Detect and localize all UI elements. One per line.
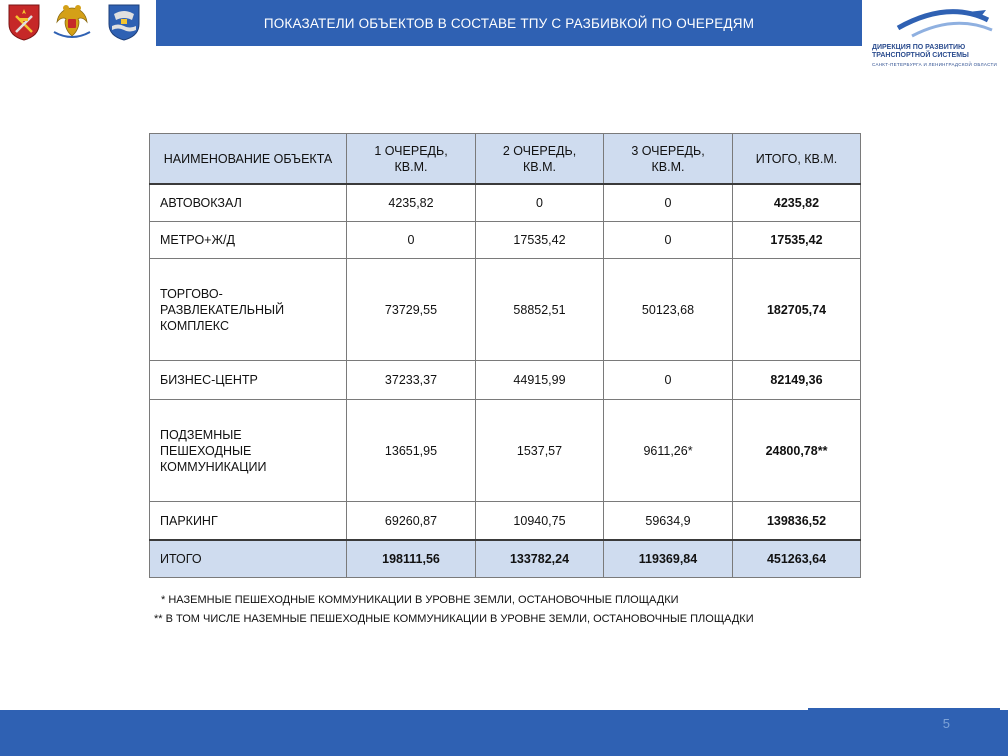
column-header-q3: 3 ОЧЕРЕДЬ, КВ.М. [604, 134, 733, 185]
cell-q3: 59634,9 [604, 502, 733, 541]
cell-total: 82149,36 [733, 361, 861, 400]
summary-q3: 119369,84 [604, 540, 733, 578]
column-header-name: НАИМЕНОВАНИЕ ОБЪЕКТА [150, 134, 347, 185]
table-row [150, 502, 861, 541]
objects-table [149, 133, 861, 578]
column-header-total: ИТОГО, КВ.М. [733, 134, 861, 185]
cell-q3: 0 [604, 184, 733, 222]
summary-row [150, 540, 861, 578]
cell-q2: 58852,51 [476, 259, 604, 361]
russia-coat-of-arms-icon [52, 2, 92, 42]
summary-total: 451263,64 [733, 540, 861, 578]
cell-q1: 4235,82 [347, 184, 476, 222]
cell-q1: 0 [347, 222, 476, 259]
row-name: ТОРГОВО-РАЗВЛЕКАТЕЛЬНЫЙ КОМПЛЕКС [150, 259, 347, 361]
logo-subtext: САНКТ-ПЕТЕРБУРГА И ЛЕНИНГРАДСКОЙ ОБЛАСТИ [872, 62, 998, 67]
cell-total: 4235,82 [733, 184, 861, 222]
emblems [6, 2, 146, 44]
cell-total: 17535,42 [733, 222, 861, 259]
table-row [150, 361, 861, 400]
table-header-row [150, 134, 861, 185]
cell-q1: 73729,55 [347, 259, 476, 361]
page-title: ПОКАЗАТЕЛИ ОБЪЕКТОВ В СОСТАВЕ ТПУ С РАЗБИВКОЙ ПО ОЧЕРЕДЯМ [263, 15, 755, 31]
cell-q3: 9611,26* [604, 400, 733, 502]
cell-total: 139836,52 [733, 502, 861, 541]
table-row [150, 259, 861, 361]
cell-q1: 69260,87 [347, 502, 476, 541]
column-header-q2: 2 ОЧЕРЕДЬ, КВ.М. [476, 134, 604, 185]
leningrad-oblast-coat-of-arms-icon [106, 2, 142, 42]
cell-q2: 1537,57 [476, 400, 604, 502]
page-number: 5 [942, 716, 950, 731]
cell-q1: 37233,37 [347, 361, 476, 400]
row-name: МЕТРО+Ж/Д [150, 222, 347, 259]
row-name: ПОДЗЕМНЫЕ ПЕШЕХОДНЫЕ КОММУНИКАЦИИ [150, 400, 347, 502]
cell-q2: 44915,99 [476, 361, 604, 400]
road-swoosh-icon [868, 6, 996, 42]
cell-q3: 50123,68 [604, 259, 733, 361]
logo-text: ДИРЕКЦИЯ ПО РАЗВИТИЮ ТРАНСПОРТНОЙ СИСТЕМЫ [872, 44, 969, 59]
summary-q1: 198111,56 [347, 540, 476, 578]
cell-total: 24800,78** [733, 400, 861, 502]
summary-name: ИТОГО [150, 540, 347, 578]
footer-bar [0, 710, 1008, 756]
cell-q2: 10940,75 [476, 502, 604, 541]
table-row [150, 184, 861, 222]
cell-q3: 0 [604, 361, 733, 400]
cell-total: 182705,74 [733, 259, 861, 361]
spb-coat-of-arms-icon [6, 2, 42, 42]
row-name: ПАРКИНГ [150, 502, 347, 541]
header-title-bar [156, 0, 862, 46]
footnote-single-asterisk: * НАЗЕМНЫЕ ПЕШЕХОДНЫЕ КОММУНИКАЦИИ В УРОВНЕ ЗЕМЛИ, ОСТАНОВОЧНЫЕ ПЛОЩАДКИ [161, 594, 679, 606]
cell-q2: 17535,42 [476, 222, 604, 259]
cell-q1: 13651,95 [347, 400, 476, 502]
table-row [150, 222, 861, 259]
row-name: БИЗНЕС-ЦЕНТР [150, 361, 347, 400]
dtss-logo [868, 6, 998, 68]
row-name: АВТОВОКЗАЛ [150, 184, 347, 222]
footnote-double-asterisk: ** В ТОМ ЧИСЛЕ НАЗЕМНЫЕ ПЕШЕХОДНЫЕ КОММУНИКАЦИИ В УРОВНЕ ЗЕМЛИ, ОСТАНОВОЧНЫЕ ПЛОЩАДКИ [154, 613, 754, 625]
column-header-q1: 1 ОЧЕРЕДЬ, КВ.М. [347, 134, 476, 185]
table-row [150, 400, 861, 502]
summary-q2: 133782,24 [476, 540, 604, 578]
cell-q3: 0 [604, 222, 733, 259]
cell-q2: 0 [476, 184, 604, 222]
